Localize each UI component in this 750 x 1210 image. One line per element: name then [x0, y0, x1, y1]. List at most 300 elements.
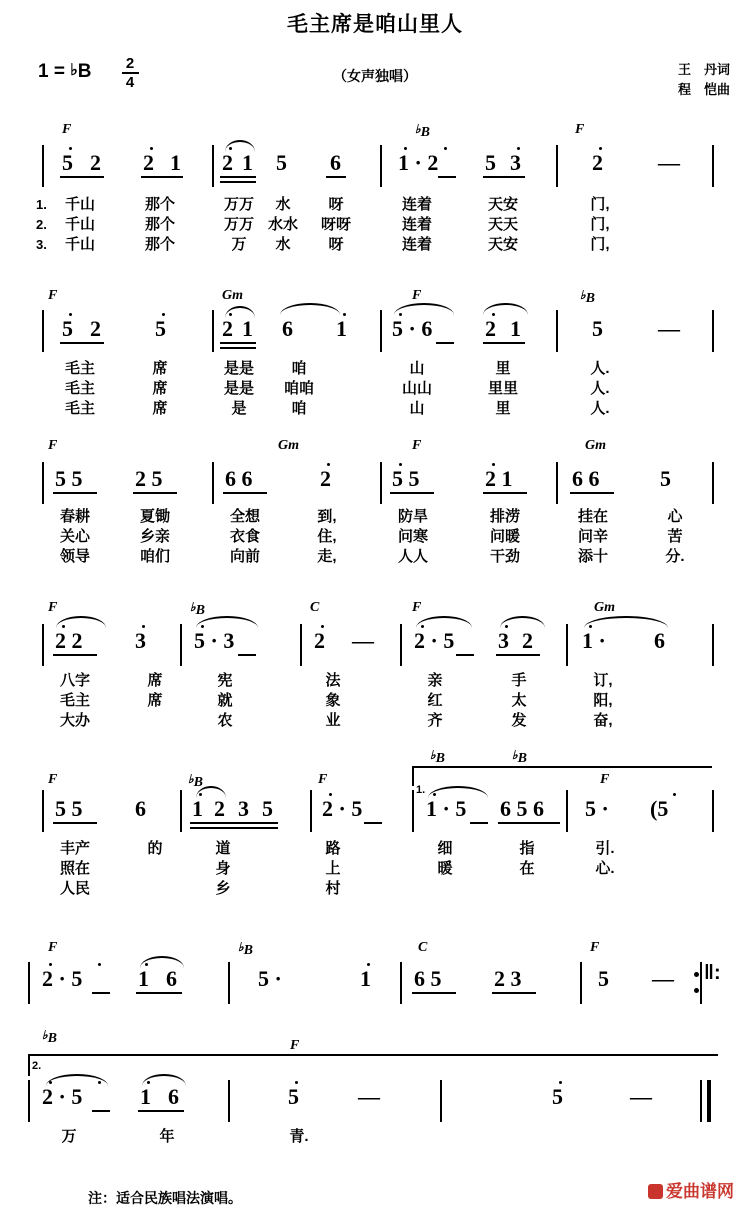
lyric: 分.	[665, 548, 685, 565]
note: 3	[135, 628, 146, 653]
lyric: 咱	[291, 400, 307, 417]
note: 2	[314, 628, 325, 653]
note: 5 · 6	[392, 316, 433, 341]
lyric: 水	[275, 196, 291, 213]
chord-symbol: C	[418, 940, 428, 955]
lyric: 青.	[289, 1128, 309, 1145]
lyric: 是是	[223, 360, 254, 377]
lyric: 席	[152, 360, 168, 377]
barline	[440, 1080, 442, 1122]
lyric: 上	[325, 860, 341, 877]
performance-note: （女声独唱）	[333, 68, 417, 84]
chord-symbol: Gm	[278, 438, 299, 453]
lyric: 山	[409, 400, 425, 417]
note: 5	[62, 150, 73, 175]
lyric: 暖	[437, 860, 453, 877]
lyric: 干劲	[489, 548, 520, 565]
lyric: 里	[495, 360, 511, 377]
lyric: 订,	[593, 672, 613, 689]
barline	[28, 1080, 30, 1122]
lyric: 苦	[667, 528, 683, 545]
barline	[310, 790, 312, 832]
lyric: 毛主	[59, 692, 90, 709]
lyric: 门,	[590, 196, 610, 213]
octave-dot	[62, 625, 65, 628]
note: 2 · 5	[42, 1084, 83, 1109]
beam	[483, 342, 525, 344]
octave-dot	[589, 625, 592, 628]
chord-symbol: F	[600, 772, 610, 787]
note: 2	[90, 150, 101, 175]
beam	[496, 654, 540, 656]
barline	[42, 145, 44, 187]
chord-symbol: Gm	[594, 600, 615, 615]
lyric: 是是	[223, 380, 254, 397]
note: 5 ·	[258, 966, 282, 991]
beam	[364, 822, 382, 824]
beam	[92, 992, 110, 994]
lyric: 宪	[217, 672, 233, 689]
note: 3	[238, 796, 249, 821]
final-barline	[707, 1080, 711, 1122]
note: 2 · 5	[322, 796, 363, 821]
beam	[190, 827, 278, 829]
beam	[438, 176, 456, 178]
lyric: 水水	[267, 216, 298, 233]
note: 2 2	[55, 628, 83, 653]
footnote: 注：适合民族唱法演唱。	[88, 1190, 242, 1206]
lyric: 人.	[590, 360, 610, 377]
lyric: 发	[511, 712, 527, 729]
lyric: 心.	[595, 860, 615, 877]
note: 1 ·	[582, 628, 606, 653]
barline	[380, 310, 382, 352]
octave-dot	[321, 625, 324, 628]
lyric: 山	[409, 360, 425, 377]
beam	[141, 176, 183, 178]
lyric: 人人	[397, 548, 428, 565]
octave-dot	[98, 963, 101, 966]
second-ending-bracket	[28, 1054, 718, 1056]
second-ending-stem	[28, 1054, 30, 1076]
beam	[570, 492, 614, 494]
lyric: 衣食	[229, 528, 260, 545]
site-logo-icon	[648, 1184, 663, 1199]
lyric: 添十	[577, 548, 608, 565]
barline	[566, 624, 568, 666]
octave-dot	[98, 1081, 101, 1084]
barline	[180, 790, 182, 832]
barline	[380, 145, 382, 187]
barline	[556, 145, 558, 187]
note: 5	[62, 316, 73, 341]
lyric: 问辛	[577, 528, 608, 545]
chord-symbol: F	[290, 1038, 300, 1053]
chord-symbol: F	[318, 772, 328, 787]
lyric: 呀	[328, 196, 344, 213]
lyric: 山山	[401, 380, 432, 397]
note: 5 ·	[585, 796, 609, 821]
chord-symbol: F	[575, 122, 585, 137]
lyric: 照在	[59, 860, 90, 877]
octave-dot	[229, 313, 232, 316]
lyric: 是	[231, 400, 247, 417]
note: 5 · 3	[194, 628, 235, 653]
lyric: 天安	[487, 236, 518, 253]
lyric: 奋,	[593, 712, 613, 729]
note: 5	[598, 966, 609, 991]
barline	[400, 624, 402, 666]
lyric: 千山	[64, 216, 95, 233]
note: 1 · 2	[398, 150, 439, 175]
note: 1	[170, 150, 181, 175]
note: 6 5 6	[500, 796, 544, 821]
note: 2	[485, 316, 496, 341]
page-title: 毛主席是咱山里人	[287, 13, 463, 36]
octave-dot	[343, 313, 346, 316]
credit-composer: 程 恺曲	[677, 82, 730, 97]
barline	[42, 462, 44, 504]
lyric: 呀	[328, 236, 344, 253]
note: 6	[168, 1084, 179, 1109]
octave-dot	[295, 1081, 298, 1084]
barline	[400, 962, 402, 1004]
slur	[394, 303, 454, 315]
chord-symbol: ♭B	[188, 772, 204, 790]
beam	[133, 492, 177, 494]
note: 6 5	[414, 966, 442, 991]
octave-dot	[492, 313, 495, 316]
note: —	[658, 316, 680, 341]
note: 5	[592, 316, 603, 341]
barline	[556, 310, 558, 352]
barline	[212, 462, 214, 504]
barline	[42, 624, 44, 666]
verse-number: 2.	[36, 217, 47, 232]
note: 5	[288, 1084, 299, 1109]
barline	[712, 145, 714, 187]
beam	[483, 492, 527, 494]
note: 5	[552, 1084, 563, 1109]
note: 6	[166, 966, 177, 991]
barline	[300, 624, 302, 666]
octave-dot	[421, 625, 424, 628]
octave-dot	[69, 147, 72, 150]
barline	[228, 962, 230, 1004]
beam	[436, 342, 454, 344]
octave-dot	[142, 625, 145, 628]
beam	[238, 654, 256, 656]
note: 6	[654, 628, 665, 653]
note: 5	[485, 150, 496, 175]
lyric: 里里	[487, 380, 518, 397]
lyric: 人.	[590, 380, 610, 397]
barline	[380, 462, 382, 504]
repeat-dot	[694, 972, 699, 977]
barline	[42, 790, 44, 832]
lyric: 道	[215, 840, 231, 857]
note: (5	[650, 796, 669, 821]
octave-dot	[399, 463, 402, 466]
note: 2	[320, 466, 331, 491]
beam	[138, 1110, 184, 1112]
chord-symbol: ♭B	[512, 748, 528, 766]
octave-dot	[150, 147, 153, 150]
note: 2	[222, 316, 233, 341]
lyric: 千山	[64, 236, 95, 253]
lyric: 毛主	[64, 400, 95, 417]
barline	[180, 624, 182, 666]
lyric: 向前	[229, 548, 260, 565]
repeat-dot	[694, 988, 699, 993]
octave-dot	[505, 625, 508, 628]
lyric: 人民	[59, 880, 90, 897]
octave-dot	[444, 147, 447, 150]
note: 1 · 5	[426, 796, 467, 821]
note: 1	[510, 316, 521, 341]
octave-dot	[559, 1081, 562, 1084]
lyric: 问寒	[397, 528, 428, 545]
lyric: 水	[275, 236, 291, 253]
barline	[700, 1080, 702, 1122]
slur	[280, 303, 340, 315]
lyric: 细	[437, 840, 453, 857]
time-signature	[119, 56, 141, 90]
lyric: 那个	[144, 196, 175, 213]
beam	[412, 992, 456, 994]
beam	[326, 176, 346, 178]
lyric: 指	[519, 840, 535, 857]
note: 1	[360, 966, 371, 991]
octave-dot	[162, 313, 165, 316]
lyric: 阳,	[593, 692, 613, 709]
octave-dot	[492, 463, 495, 466]
lyric: 年	[159, 1128, 175, 1145]
note: 2	[214, 796, 225, 821]
ending-number: 1.	[416, 784, 426, 796]
note: 1	[138, 966, 149, 991]
beam	[60, 176, 104, 178]
verse-number: 1.	[36, 197, 47, 212]
chord-symbol: F	[62, 122, 72, 137]
note: 2 1	[485, 466, 513, 491]
lyric: 的	[147, 840, 163, 857]
beam	[53, 822, 97, 824]
lyric: 挂在	[577, 508, 608, 525]
lyric: 法	[325, 672, 341, 689]
octave-dot	[327, 463, 330, 466]
lyric: 大办	[59, 712, 90, 729]
beam	[92, 1110, 110, 1112]
note: 3	[510, 150, 521, 175]
octave-dot	[201, 625, 204, 628]
lyric: 象	[325, 692, 341, 709]
lyric: 住,	[317, 528, 337, 545]
lyric: 万万	[223, 196, 254, 213]
barline	[28, 962, 30, 1004]
key-signature: 1 = ♭B	[38, 61, 92, 82]
lyric: 走,	[317, 548, 337, 565]
chord-symbol: ♭B	[238, 940, 254, 958]
octave-dot	[69, 313, 72, 316]
note: 6 6	[225, 466, 253, 491]
barline	[212, 310, 214, 352]
beam	[492, 992, 536, 994]
chord-symbol: F	[590, 940, 600, 955]
note: 5 5	[55, 466, 83, 491]
beam	[136, 992, 182, 994]
lyric: 夏锄	[139, 508, 170, 525]
lyric: 到,	[317, 508, 337, 525]
lyric: 全想	[229, 508, 260, 525]
beam	[498, 822, 560, 824]
note: 1	[336, 316, 347, 341]
ending-number: 2.	[32, 1060, 42, 1072]
note: 2 3	[494, 966, 522, 991]
chord-symbol: F	[48, 600, 58, 615]
lyric: 红	[427, 692, 443, 709]
note: 5	[276, 150, 287, 175]
barline	[412, 790, 414, 832]
lyric: 排涝	[489, 508, 520, 525]
note: 2	[522, 628, 533, 653]
note: 5	[155, 316, 166, 341]
note: —	[652, 966, 674, 991]
octave-dot	[329, 793, 332, 796]
barline	[42, 310, 44, 352]
lyric: 万万	[223, 216, 254, 233]
octave-dot	[433, 793, 436, 796]
lyric: 席	[147, 672, 163, 689]
lyric: 那个	[144, 236, 175, 253]
chord-symbol: C	[310, 600, 320, 615]
octave-dot	[399, 313, 402, 316]
octave-dot	[145, 963, 148, 966]
lyric: 门,	[590, 236, 610, 253]
meter-numerator: 2	[125, 55, 135, 72]
chord-symbol: ♭B	[580, 288, 596, 306]
note: 6 6	[572, 466, 600, 491]
barline	[712, 310, 714, 352]
barline	[712, 790, 714, 832]
note: 2	[90, 316, 101, 341]
note: 1	[242, 150, 253, 175]
barline	[228, 1080, 230, 1122]
lyric: 手	[511, 672, 527, 689]
verse-number: 3.	[36, 237, 47, 252]
beam	[223, 492, 267, 494]
barline	[212, 145, 214, 187]
lyric: 咱	[291, 360, 307, 377]
octave-dot	[147, 1081, 150, 1084]
lyric: 天天	[487, 216, 518, 233]
beam	[483, 176, 525, 178]
lyric: 人.	[590, 400, 610, 417]
beam	[470, 822, 488, 824]
octave-dot	[517, 147, 520, 150]
first-ending-bracket	[412, 766, 712, 768]
barline	[566, 790, 568, 832]
lyric: 防旱	[397, 508, 428, 525]
chord-symbol: F	[48, 940, 58, 955]
lyric: 领导	[59, 548, 90, 565]
note: —	[352, 628, 374, 653]
note: —	[358, 1084, 380, 1109]
lyric: 就	[217, 692, 233, 709]
lyric: 门,	[590, 216, 610, 233]
beam	[220, 181, 256, 183]
beam	[220, 176, 256, 178]
note: 2	[592, 150, 603, 175]
lyric: 村	[325, 880, 341, 897]
chord-symbol: F	[412, 438, 422, 453]
note: —	[658, 150, 680, 175]
lyric: 咱咱	[283, 380, 314, 397]
slur	[483, 303, 528, 315]
slur	[584, 616, 668, 628]
lyric: 千山	[64, 196, 95, 213]
chord-symbol: F	[48, 438, 58, 453]
octave-dot	[199, 793, 202, 796]
note: 2	[143, 150, 154, 175]
watermark	[648, 1177, 734, 1202]
credit-lyricist: 王 丹词	[677, 62, 730, 77]
beam	[53, 654, 97, 656]
lyric: 席	[147, 692, 163, 709]
repeat-sign: ‖:	[704, 962, 721, 984]
note: 2	[222, 150, 233, 175]
chord-symbol: Gm	[585, 438, 606, 453]
credits	[678, 60, 730, 100]
beam	[53, 492, 97, 494]
note: 6	[282, 316, 293, 341]
note: 5 5	[392, 466, 420, 491]
octave-dot	[599, 147, 602, 150]
lyric: 心	[667, 508, 683, 525]
lyric: 天安	[487, 196, 518, 213]
chord-symbol: ♭B	[42, 1028, 58, 1046]
lyric: 路	[325, 840, 341, 857]
lyric: 咱们	[139, 548, 170, 565]
lyric: 连着	[401, 236, 432, 253]
note: —	[630, 1084, 652, 1109]
beam	[60, 342, 104, 344]
lyric: 在	[519, 860, 535, 877]
octave-dot	[673, 793, 676, 796]
octave-dot	[49, 1081, 52, 1084]
note: 3	[498, 628, 509, 653]
lyric: 万	[231, 236, 247, 253]
barline	[580, 962, 582, 1004]
note: 1	[140, 1084, 151, 1109]
lyric: 呀呀	[320, 216, 351, 233]
barline	[712, 462, 714, 504]
first-ending-stem	[412, 766, 414, 786]
beam	[456, 654, 474, 656]
lyric: 问暖	[489, 528, 520, 545]
lyric: 亲	[427, 672, 443, 689]
lyric: 农	[217, 712, 233, 729]
note: 2 · 5	[42, 966, 83, 991]
note: 5 5	[55, 796, 83, 821]
lyric: 连着	[401, 216, 432, 233]
note: 6	[330, 150, 341, 175]
lyric: 连着	[401, 196, 432, 213]
chord-symbol: ♭B	[190, 600, 206, 618]
chord-symbol: F	[412, 288, 422, 303]
lyric: 乡	[215, 880, 231, 897]
lyric: 里	[495, 400, 511, 417]
